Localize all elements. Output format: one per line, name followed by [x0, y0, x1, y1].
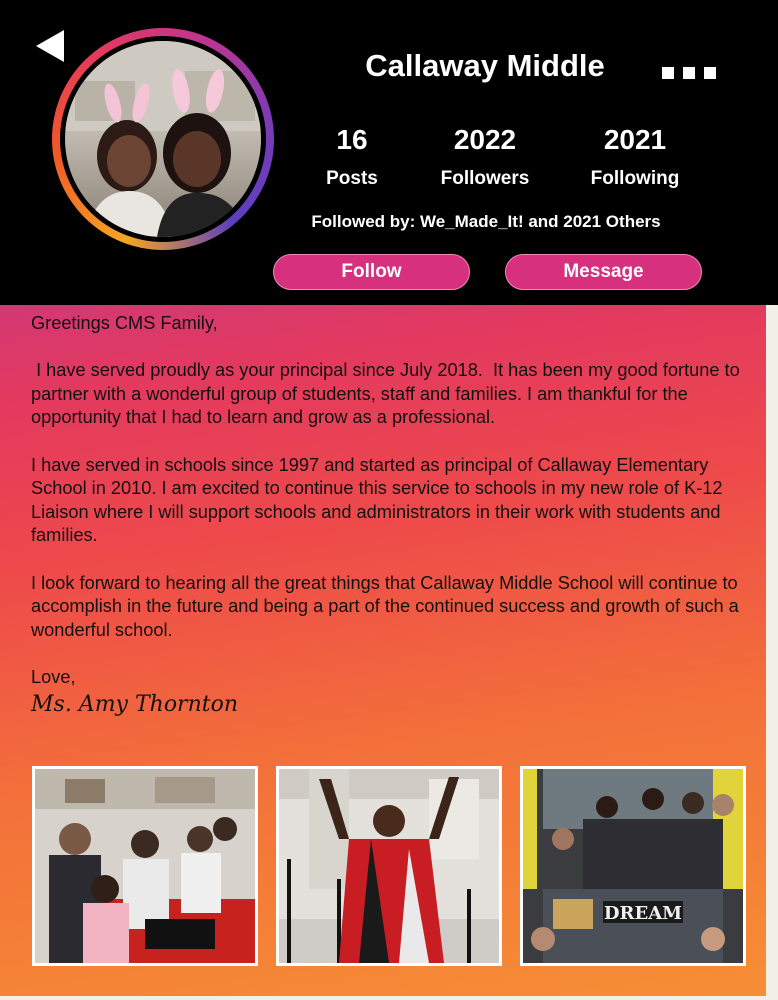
- photo-image: [279, 769, 499, 963]
- principal-letter: [31, 312, 745, 690]
- message-button[interactable]: Message: [505, 254, 702, 290]
- more-options-icon[interactable]: [662, 66, 725, 84]
- letter-greeting: Greetings CMS Family,: [31, 313, 218, 333]
- profile-header: [0, 0, 778, 305]
- post-photo-group[interactable]: [520, 766, 746, 966]
- avatar[interactable]: [65, 41, 261, 237]
- letter-paragraph: I have served in schools since 1997 and started as principal of Callaway Elementary School in 2010. I am excited to continue this service to schools in my new role of K-12 Liaison where I will support schools and administrators in their work with students and families.: [31, 454, 723, 546]
- photo-image: [35, 769, 255, 963]
- stat-followers-label: Followers: [440, 168, 530, 189]
- follow-button[interactable]: Follow: [273, 254, 470, 290]
- letter-closing: Love,: [31, 666, 76, 687]
- photo-image: [523, 769, 743, 963]
- letter-paragraph: I have served proudly as your principal since July 2018. It has been my good fortune to partner with a wonderful group of students, staff and families. I am thankful for the opportunity that I had to learn and grow as a professional.: [31, 360, 745, 428]
- letter-paragraph: I look forward to hearing all the great things that Callaway Middle School will continue to accomplish in the future and being a part of the continued success and growth of such a wonderful school.: [31, 572, 739, 640]
- signature: Ms. Amy Thornton: [31, 692, 239, 717]
- bottom-edge-strip: [0, 996, 778, 1000]
- post-photo-jersey[interactable]: [276, 766, 502, 966]
- story-ring[interactable]: [52, 28, 274, 250]
- svg-text:DREAM: DREAM: [603, 903, 683, 924]
- stat-followers-value: 2022: [453, 124, 517, 155]
- back-arrow-icon[interactable]: [36, 30, 64, 62]
- avatar-photo: [65, 41, 261, 237]
- stat-following-value: 2021: [603, 124, 667, 155]
- profile-name: Callaway Middle: [365, 48, 605, 83]
- stat-posts-label: Posts: [326, 168, 378, 189]
- stat-posts-value: 16: [336, 124, 368, 155]
- followed-by-text[interactable]: Followed by: We_Made_It! and 2021 Others: [311, 212, 661, 231]
- post-photo-students-laptop[interactable]: [32, 766, 258, 966]
- stat-followers[interactable]: [410, 124, 560, 190]
- stat-following[interactable]: [560, 124, 710, 190]
- stat-posts[interactable]: [277, 124, 427, 190]
- stat-following-label: Following: [590, 168, 680, 189]
